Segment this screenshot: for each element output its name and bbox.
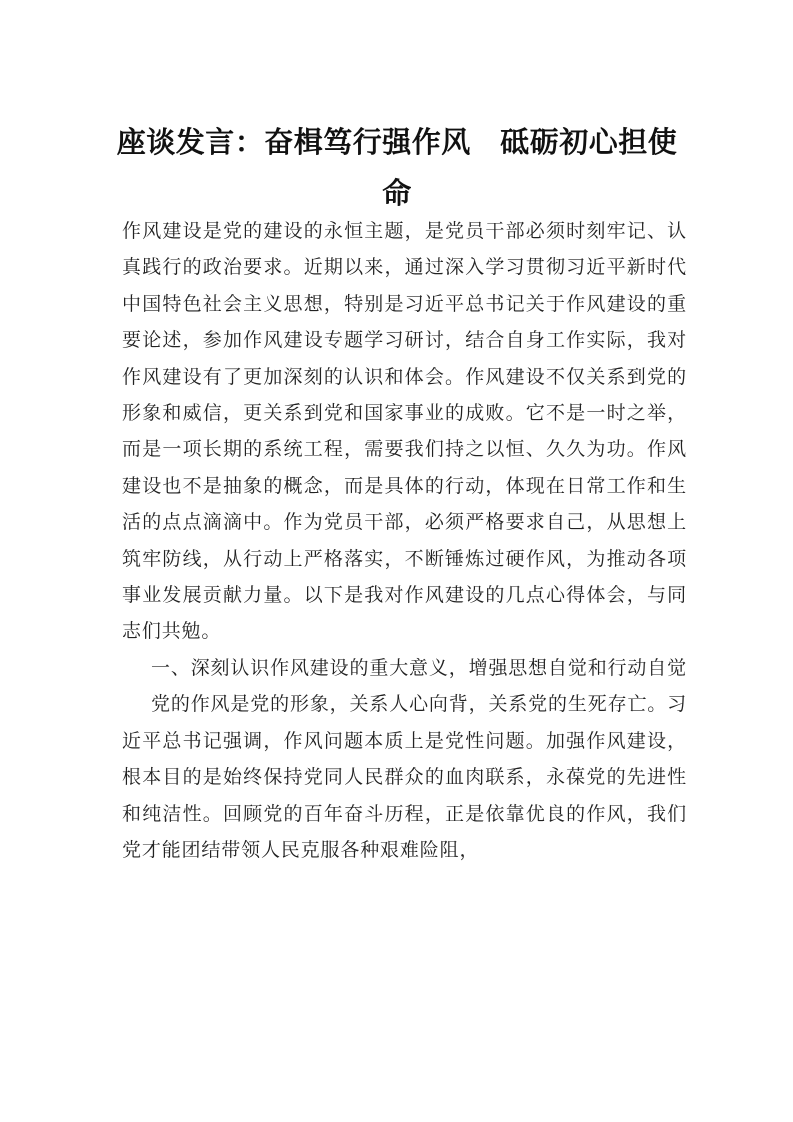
document-body xyxy=(122,213,687,868)
intro-paragraph: 作风建设是党的建设的永恒主题，是党员干部必须时刻牢记、认真践行的政治要求。近期以来，通过深入学习贯彻习近平新时代中国特色社会主义思想，特别是习近平总书记关于作风建设的重要论述，参加作风建设专题学习研讨，结合自身工作实际，我对作风建设有了更加深刻的认识和体会。作风建设不仅关系到党的形象和威信，更关系到党和国家事业的成败。它不是一时之举，而是一项长期的系统工程，需要我们持之以恒、久久为功。作风建设也不是抽象的概念，而是具体的行动，体现在日常工作和生活的点点滴滴中。作为党员干部，必须严格要求自己，从思想上筑牢防线，从行动上严格落实，不断锤炼过硬作风，为推动各项事业发展贡献力量。以下是我对作风建设的几点心得体会，与同志们共勉。 xyxy=(122,220,687,643)
section-paragraph-1: 党的作风是党的形象，关系人心向背，关系党的生死存亡。习近平总书记强调，作风问题本质上是党性问题。加强作风建设，根本目的是始终保持党同人民群众的血肉联系，永葆党的先进性和纯洁性。回顾党的百年奋斗历程，正是依靠优良的作风，我们党才能团结带领人民克服各种艰难险阻， xyxy=(122,693,687,861)
section-heading-1: 一、深刻认识作风建设的重大意义，增强思想自觉和行动自觉 xyxy=(151,656,687,679)
document-title: 座谈发言：奋楫笃行强作风 砥砺初心担使命 xyxy=(116,125,678,210)
